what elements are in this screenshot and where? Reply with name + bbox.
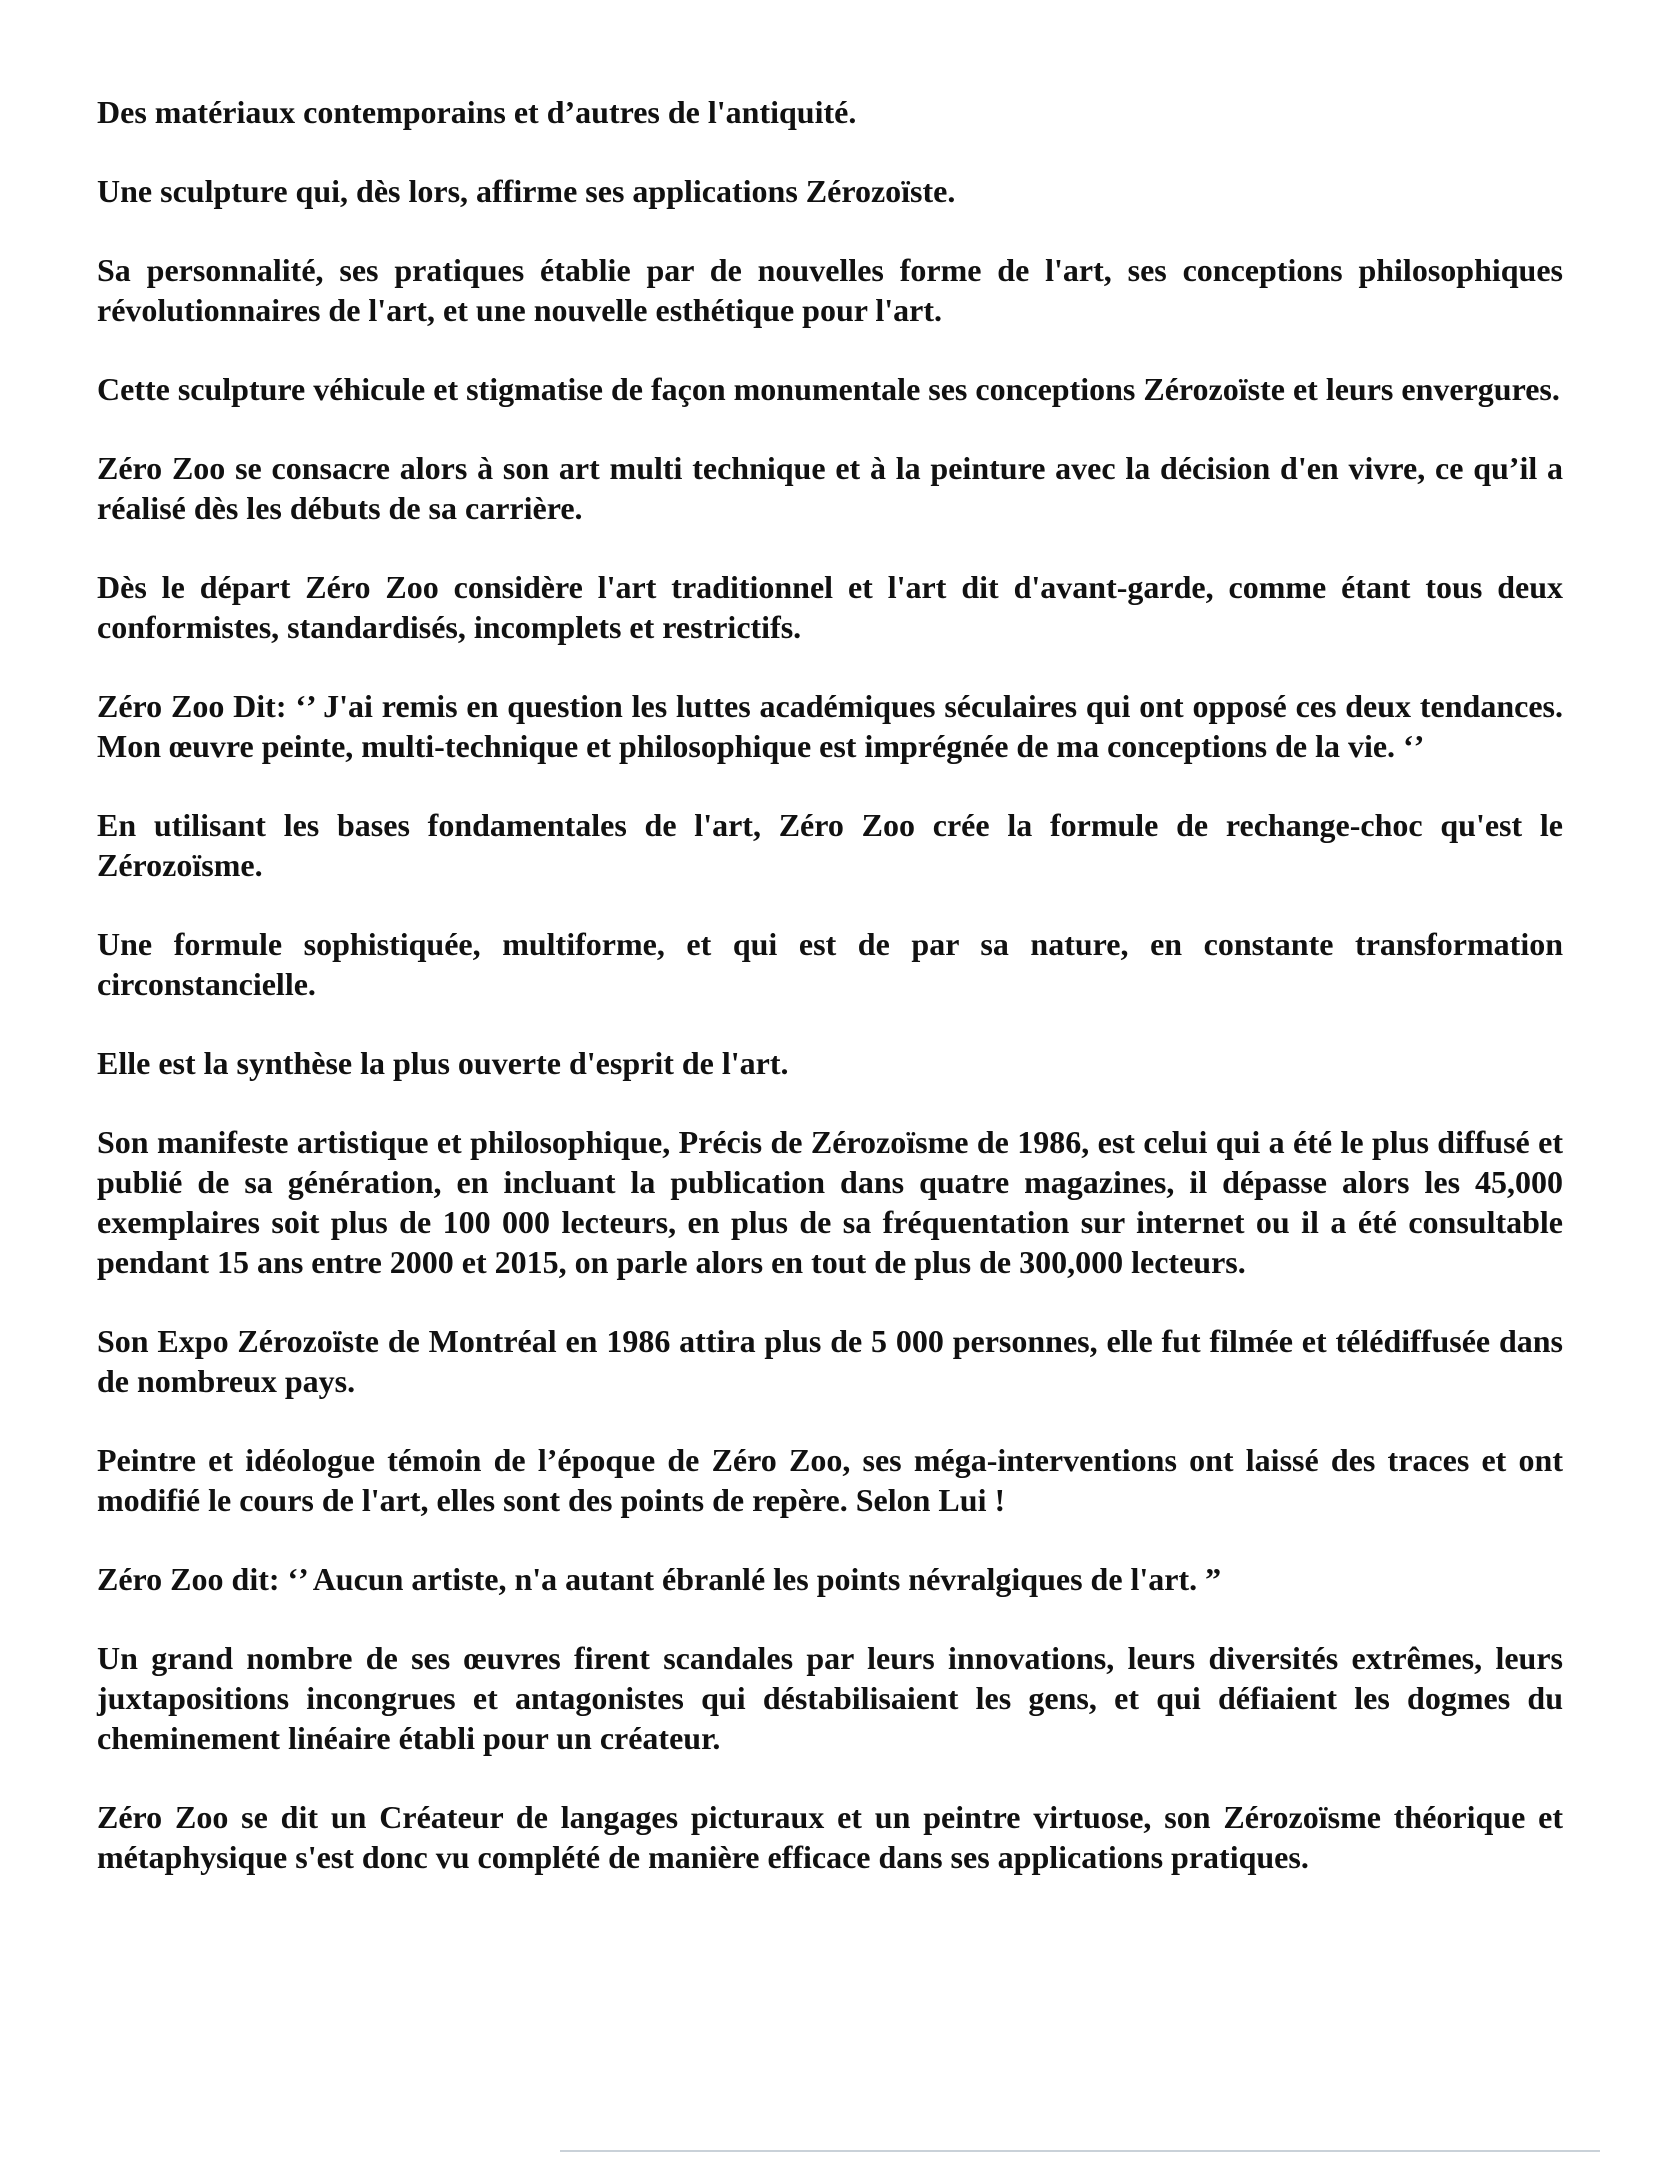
paragraph: Dès le départ Zéro Zoo considère l'art traditionnel et l'art dit d'avant-garde, comme étant tous deux conformistes, standardisés, incomplets et restrictifs.: [97, 569, 1563, 645]
paragraph: Peintre et idéologue témoin de l’époque de Zéro Zoo, ses méga-interventions ont laissé des traces et ont modifié le cours de l'art, elles sont des points de repère. Selon Lui !: [97, 1442, 1563, 1518]
paragraph: Elle est la synthèse la plus ouverte d'esprit de l'art.: [97, 1045, 789, 1081]
document-body: [97, 92, 1563, 1916]
paragraph: Sa personnalité, ses pratiques établie par de nouvelles forme de l'art, ses conceptions philosophiques révolutionnaires de l'art, et une nouvelle esthétique pour l'art.: [97, 252, 1563, 328]
paragraph: Zéro Zoo se consacre alors à son art multi technique et à la peinture avec la décision d'en vivre, ce qu’il a réalisé dès les débuts de sa carrière.: [97, 450, 1563, 526]
paragraph: Zéro Zoo se dit un Créateur de langages picturaux et un peintre virtuose, son Zérozoïsme théorique et métaphysique s'est donc vu complété de manière efficace dans ses applications pratiques.: [97, 1799, 1563, 1875]
paragraph: Zéro Zoo Dit: ‘’ J'ai remis en question les luttes académiques séculaires qui ont opposé ces deux tendances. Mon œuvre peinte, multi-technique et philosophique est imprégnée de ma conceptions de la vie. ‘’: [97, 688, 1563, 764]
scan-edge-line: [560, 2150, 1600, 2152]
paragraph: Cette sculpture véhicule et stigmatise de façon monumentale ses conceptions Zérozoïste et leurs envergures.: [97, 371, 1560, 407]
paragraph: Une sculpture qui, dès lors, affirme ses applications Zérozoïste.: [97, 173, 956, 209]
paragraph: En utilisant les bases fondamentales de l'art, Zéro Zoo crée la formule de rechange-choc qu'est le Zérozoïsme.: [97, 807, 1563, 883]
paragraph: Des matériaux contemporains et d’autres de l'antiquité.: [97, 94, 857, 130]
paragraph: Zéro Zoo dit: ‘’ Aucun artiste, n'a autant ébranlé les points névralgiques de l'art. ”: [97, 1561, 1222, 1597]
paragraph: Une formule sophistiquée, multiforme, et qui est de par sa nature, en constante transformation circonstancielle.: [97, 926, 1563, 1002]
paragraph: Un grand nombre de ses œuvres firent scandales par leurs innovations, leurs diversités extrêmes, leurs juxtapositions incongrues et antagonistes qui déstabilisaient les gens, et qui défiaient les dogmes du cheminement linéaire établi pour un créateur.: [97, 1640, 1563, 1756]
paragraph: Son Expo Zérozoïste de Montréal en 1986 attira plus de 5 000 personnes, elle fut filmée et télédiffusée dans de nombreux pays.: [97, 1323, 1563, 1399]
paragraph: Son manifeste artistique et philosophique, Précis de Zérozoïsme de 1986, est celui qui a été le plus diffusé et publié de sa génération, en incluant la publication dans quatre magazines, il dépasse alors les 45,000 exemplaires soit plus de 100 000 lecteurs, en plus de sa fréquentation sur internet ou il a été consultable pendant 15 ans entre 2000 et 2015, on parle alors en tout de plus de 300,000 lecteurs.: [97, 1124, 1563, 1280]
